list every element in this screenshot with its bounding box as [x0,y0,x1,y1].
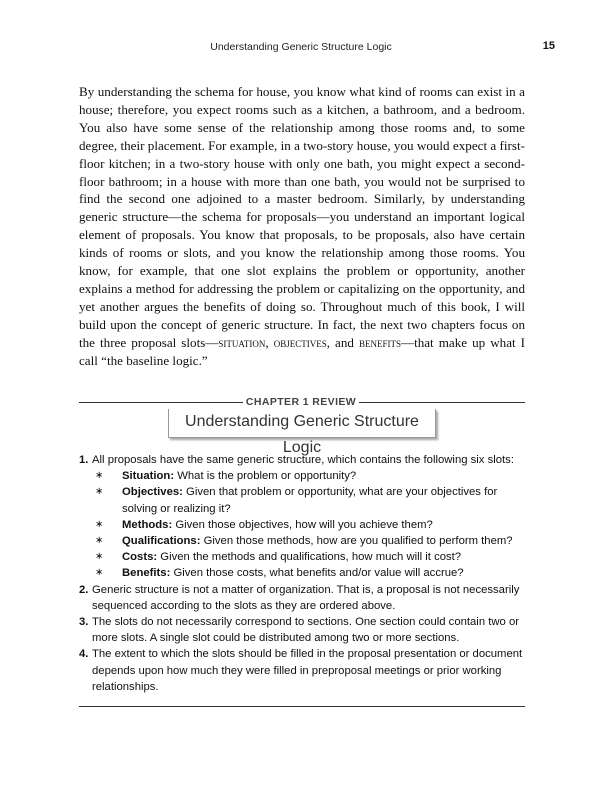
slot-term: Objectives: [122,486,183,499]
body-text-part1: By understanding the schema for house, you know what kind of rooms can exist in a house; therefore, you expect rooms such as a kitchen, a bathroom, and a bedroom. You also have some sense of the relationship among those rooms and, to some degree, their placement. For example, in a two-story house, you would expect a first-floor kitchen; in a two-story house with only one bath, you might expect a second-floor bathroom; in a house with more than one bath, you would not be surprised to find the second one adjoined to a master bedroom. Similarly, by understanding generic structure—the schema for proposals—you understand an important logical element of proposals. You know that proposals, to be proposals, also have certain kinds of rooms or slots, and you know the relationship among those rooms. You know, for example, that one slot explains the problem or opportunity, another explains a method for addressing the problem or capitalizing on the opportunity, and yet another argues the benefits of doing so. Throughout much of this book, I will build upon the concept of generic structure. In fact, the next two chapters focus on the three proposal slots— [79,84,525,350]
slot-item-methods [92,517,525,533]
slot-desc: Given those methods, how are you qualified to perform them? [200,535,513,548]
asterisk-bullet-icon: ∗ [95,567,104,579]
review-list [79,452,525,695]
body-paragraph [79,83,525,370]
asterisk-bullet-icon: ∗ [95,518,104,530]
slot-item-objectives [92,484,525,516]
slot-term: Methods: [122,518,173,531]
review-label-text: CHAPTER 1 REVIEW [243,396,359,408]
slot-term: Costs: [122,551,158,564]
slot-desc: Given those costs, what benefits and/or value will accrue? [170,567,464,580]
slot-list [92,468,525,581]
review-item-text: Generic structure is not a matter of organization. That is, a proposal is not necessarily sequenced according to the slots as they are ordered above. [92,583,520,612]
review-item-text: The extent to which the slots should be filled in the proposal presentation or document depends upon how much they were filled in preproposal meetings or prior working relationships. [92,648,523,693]
body-text-part2: —that make up what I call “the baseline logic.” [79,334,526,368]
slot-desc: Given that problem or opportunity, what are your objectives for solving or realizing it? [122,486,498,515]
situation-term: situation [218,334,266,350]
review-label [0,396,602,408]
review-bottom-rule [79,706,525,707]
asterisk-bullet-icon: ∗ [95,551,104,563]
asterisk-bullet-icon: ∗ [95,535,104,547]
review-item [79,452,525,582]
slot-term: Benefits: [122,567,171,580]
separator: , and [326,334,359,350]
review-item [79,582,525,614]
running-head: Understanding Generic Structure Logic [210,41,392,53]
separator: , [265,334,274,350]
review-item-number: 4. [79,648,89,661]
objectives-term: objectives [273,334,327,350]
review-item-text: The slots do not necessarily correspond to sections. One section could contain two or more slots. A single slot could be distributed among two or more sections. [92,616,519,645]
benefits-term: benefits [358,334,401,350]
review-title-box [168,409,436,456]
review-item [79,614,525,646]
slot-item-situation [92,468,525,484]
slot-item-qualifications [92,533,525,549]
slot-desc: Given the methods and qualifications, how much will it cost? [157,551,462,564]
review-item-number: 1. [79,454,89,466]
slot-desc: What is the problem or opportunity? [174,470,357,483]
review-item-number: 3. [79,616,89,629]
review-title: Understanding Generic Structure Logic [185,413,419,456]
review-item-text: All proposals have the same generic structure, which contains the following six slots: [92,454,514,466]
page-number: 15 [542,40,555,52]
slot-item-costs [92,549,525,565]
slot-item-benefits [92,565,525,581]
review-item [79,646,525,695]
slot-term: Situation: [122,470,175,483]
review-item-number: 2. [79,583,89,596]
slot-term: Qualifications: [122,535,201,548]
slot-desc: Given those objectives, how will you achieve them? [172,518,433,531]
asterisk-bullet-icon: ∗ [95,470,104,482]
asterisk-bullet-icon: ∗ [95,486,104,498]
